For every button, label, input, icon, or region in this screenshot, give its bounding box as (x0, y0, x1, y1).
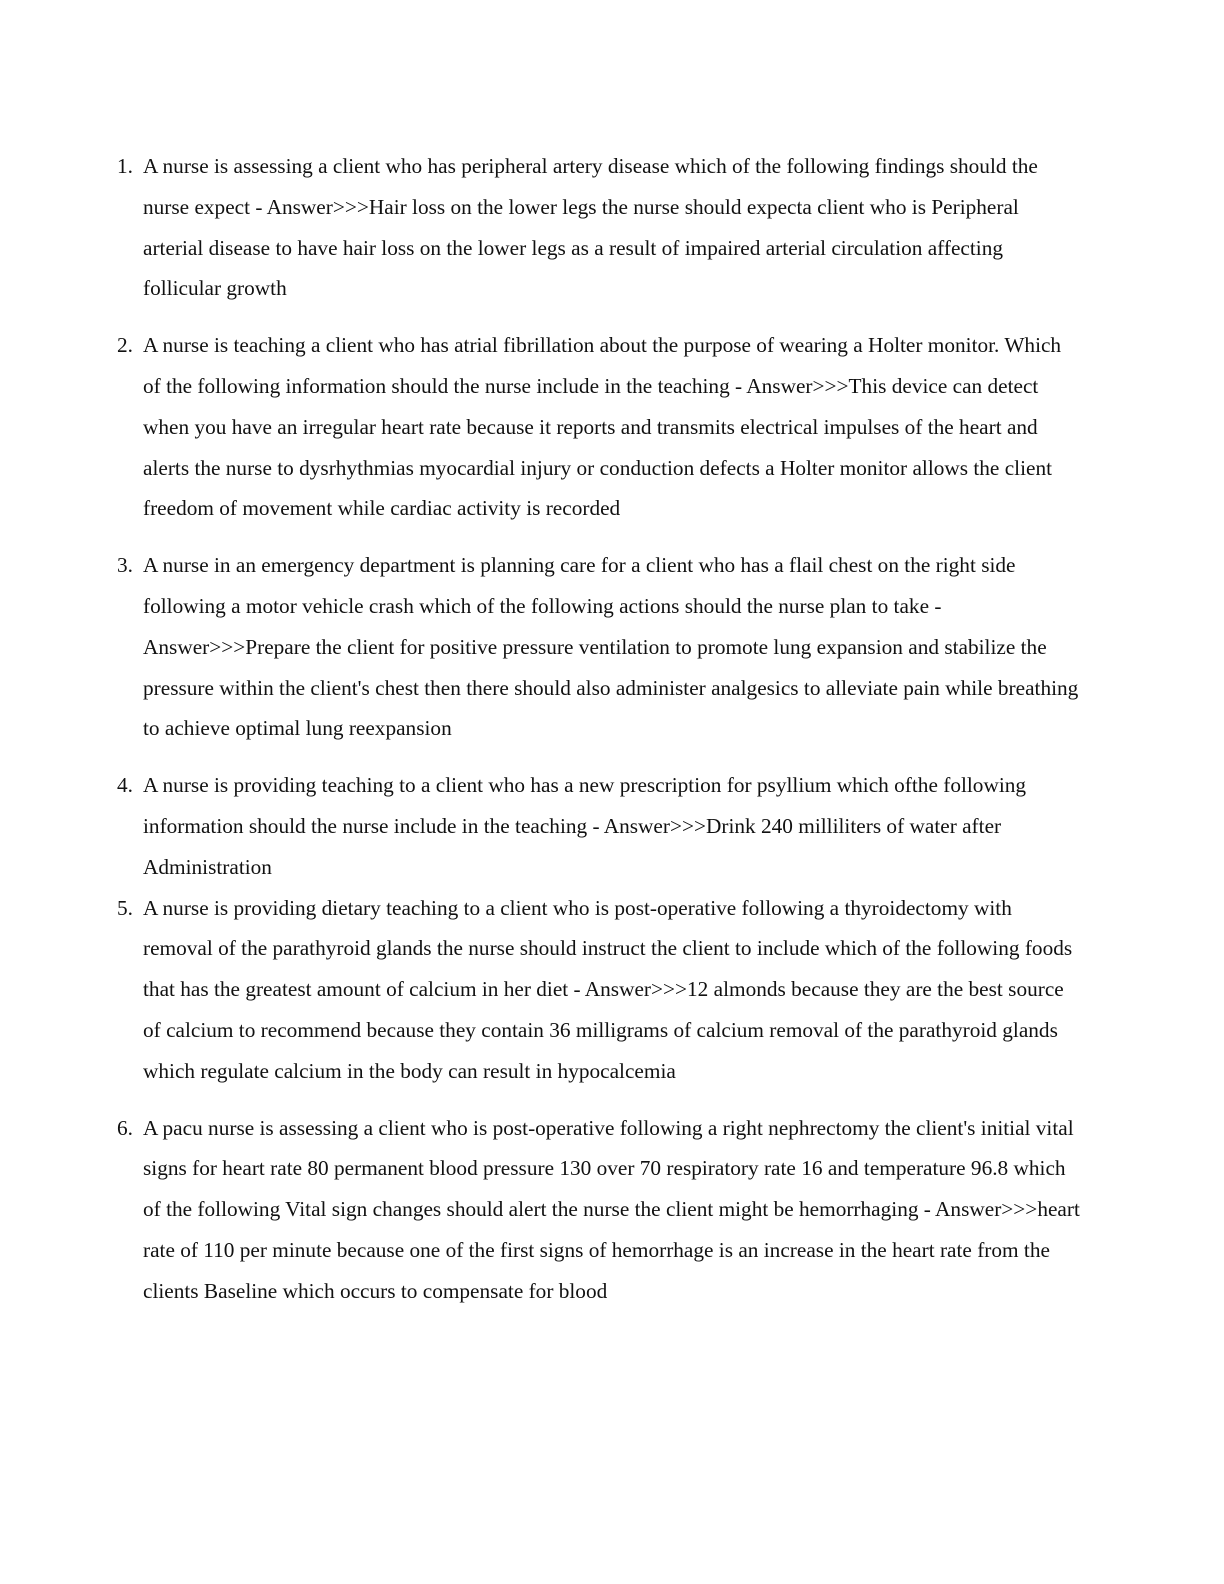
question-text: A nurse is providing teaching to a client who has a new prescription for psyllium which ofthe following information should the nurse include in the teaching - Answer>>>Drink 240 milliliters of water after Administration (143, 773, 1027, 879)
question-text: A pacu nurse is assessing a client who is post-operative following a right nephrectomy the client's initial vital signs for heart rate 80 permanent blood pressure 130 over 70 respiratory rate 16 and temperature 96.8 which of the following Vital sign changes should alert the nurse the client might be hemorrhaging - Answer>>>heart rate of 110 per minute because one of the first signs of hemorrhage is an increase in the heart rate from the clients Baseline which occurs to compensate for blood (143, 1115, 1080, 1303)
question-item-5 (117, 888, 1083, 1092)
question-text: A nurse is teaching a client who has atrial fibrillation about the purpose of wearing a Holter monitor. Which of the following information should the nurse include in the teaching - Answer>>>This device can detect when you have an irregular heart rate because it reports and transmits electrical impulses of the heart and alerts the nurse to dysrhythmias myocardial injury or conduction defects a Holter monitor allows the client freedom of movement while cardiac activity is recorded (143, 333, 1062, 521)
question-number: 6. (117, 1115, 133, 1140)
question-item-3 (117, 545, 1083, 749)
question-item-1 (117, 146, 1083, 309)
question-text: A nurse is providing dietary teaching to a client who is post-operative following a thyroidectomy with removal of the parathyroid glands the nurse should instruct the client to include which of the following foods that has the greatest amount of calcium in her diet - Answer>>>12 almonds because they are the best source of calcium to recommend because they contain 36 milligrams of calcium removal of the parathyroid glands which regulate calcium in the body can result in hypocalcemia (143, 895, 1073, 1083)
question-number: 1. (117, 154, 133, 178)
question-list (117, 146, 1083, 1328)
question-number: 3. (117, 553, 133, 578)
question-text: A nurse in an emergency department is planning care for a client who has a flail chest on the right side following a motor vehicle crash which of the following actions should the nurse plan to take - Answer>>>Prepare the client for positive pressure ventilation to promote lung expansion and stabilize the pressure within the client's chest then there should also administer analgesics to alleviate pain while breathing to achieve optimal lung reexpansion (143, 553, 1079, 741)
question-number: 4. (117, 773, 133, 798)
question-item-2 (117, 325, 1083, 529)
question-item-6 (117, 1108, 1083, 1312)
question-number: 2. (117, 333, 133, 358)
question-text: A nurse is assessing a client who has peripheral artery disease which of the following findings should the nurse expect - Answer>>>Hair loss on the lower legs the nurse should expecta client who is Peripheral arterial disease to have hair loss on the lower legs as a result of impaired arterial circulation affecting follicular growth (143, 154, 1038, 301)
question-number: 5. (117, 895, 133, 920)
question-item-4 (117, 765, 1083, 887)
